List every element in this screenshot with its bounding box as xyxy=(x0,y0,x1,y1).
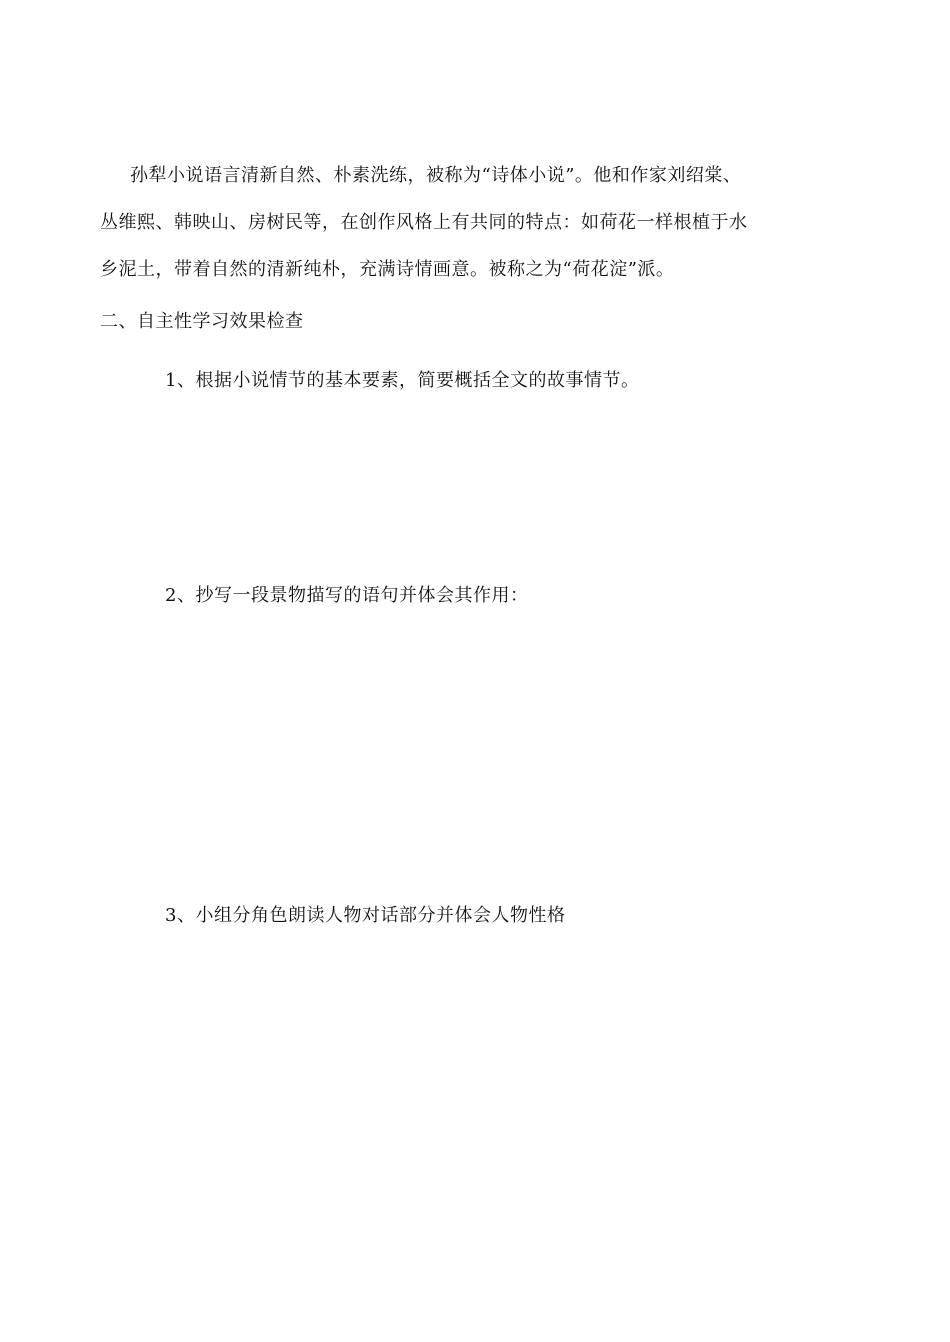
intro-paragraph-line: 乡泥土，带着自然的清新纯朴，充满诗情画意。被称之为“荷花淀”派。 xyxy=(100,259,675,280)
intro-paragraph-line: 孙犁小说语言清新自然、朴素洗练，被称为“诗体小说”。他和作家刘绍棠、 xyxy=(130,165,742,186)
question-3: 3、小组分角色朗读人物对话部分并体会人物性格 xyxy=(165,905,566,926)
intro-paragraph-line: 丛维熙、韩映山、房树民等，在创作风格上有共同的特点：如荷花一样根植于水 xyxy=(100,212,748,233)
question-1: 1、根据小说情节的基本要素，简要概括全文的故事情节。 xyxy=(165,370,640,391)
question-2: 2、抄写一段景物描写的语句并体会其作用： xyxy=(165,585,529,606)
section-heading: 二、自主性学习效果检查 xyxy=(100,311,304,332)
